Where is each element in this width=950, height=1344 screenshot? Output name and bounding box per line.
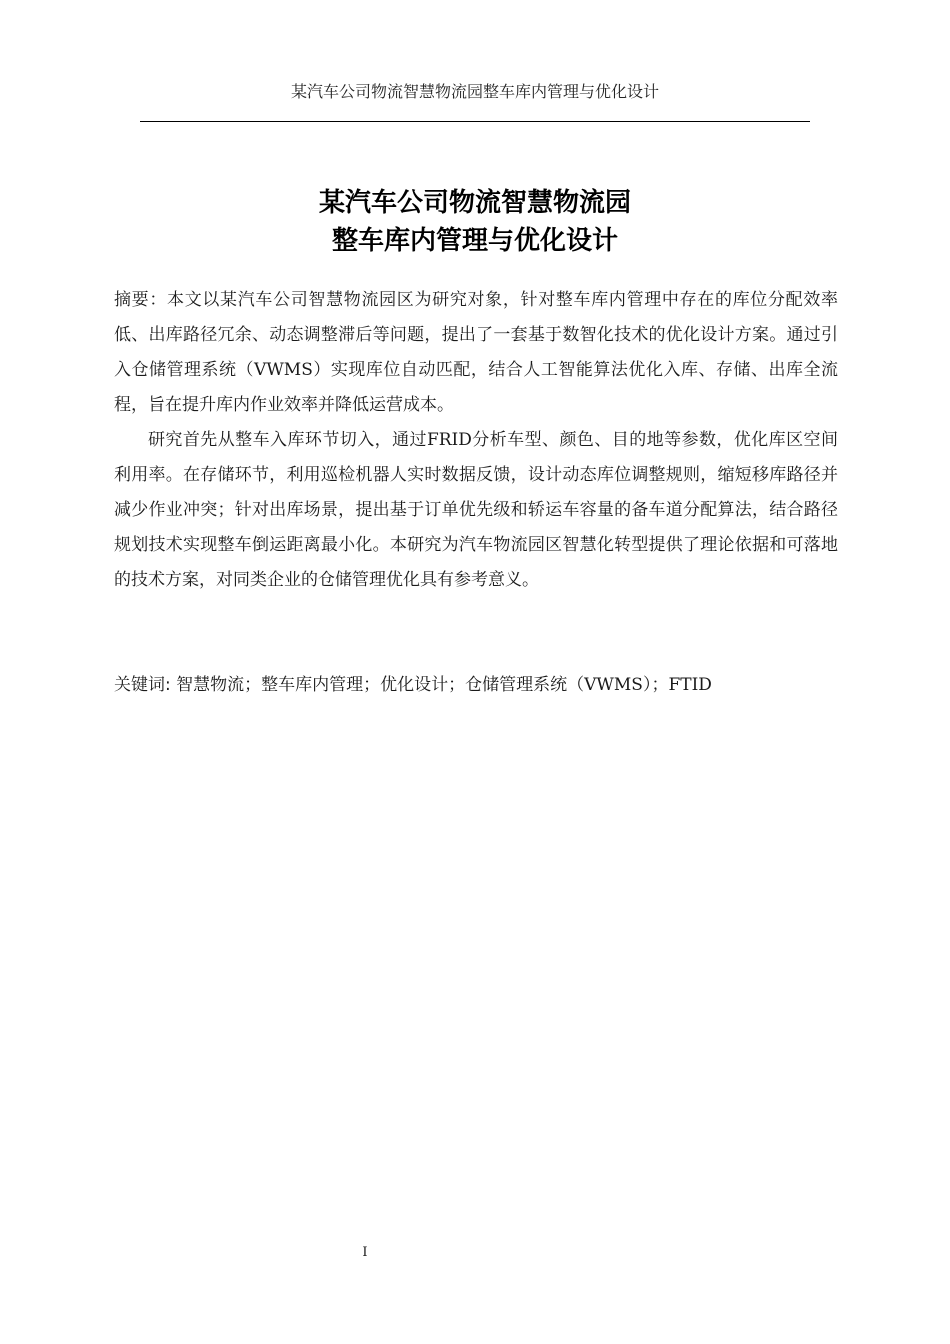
running-header: 某汽车公司物流智慧物流园整车库内管理与优化设计 xyxy=(290,82,659,101)
keywords-text: 智慧物流；整车库内管理；优化设计；仓储管理系统（VWMS）；FTID xyxy=(170,675,712,695)
document-title xyxy=(140,184,810,260)
abstract-label: 摘要： xyxy=(114,290,168,310)
keywords-section xyxy=(114,668,838,703)
title-line-1: 某汽车公司物流智慧物流园 xyxy=(318,188,631,218)
abstract-paragraph-1 xyxy=(114,283,838,423)
page-number: I xyxy=(362,1245,368,1260)
abstract-paragraph-2: 研究首先从整车入库环节切入，通过FRID分析车型、颜色、目的地等参数，优化库区空间利用率。在存储环节，利用巡检机器人实时数据反馈，设计动态库位调整规则，缩短移库路径并减少作业冲突；针对出库场景，提出基于订单优先级和轿运车容量的备车道分配算法，结合路径规划技术实现整车倒运距离最小化。本研究为汽车物流园区智慧化转型提供了理论依据和可落地的技术方案，对同类企业的仓储管理优化具有参考意义。 xyxy=(114,430,838,590)
abstract-section xyxy=(114,283,838,598)
keywords-label: 关键词: xyxy=(114,675,171,695)
header-divider xyxy=(140,121,810,122)
title-line-2: 整车库内管理与优化设计 xyxy=(331,226,618,256)
abstract-text-1: 本文以某汽车公司智慧物流园区为研究对象，针对整车库内管理中存在的库位分配效率低、出库路径冗余、动态调整滞后等问题，提出了一套基于数智化技术的优化设计方案。通过引入仓储管理系统（VWMS）实现库位自动匹配，结合人工智能算法优化入库、存储、出库全流程，旨在提升库内作业效率并降低运营成本。 xyxy=(114,290,839,415)
